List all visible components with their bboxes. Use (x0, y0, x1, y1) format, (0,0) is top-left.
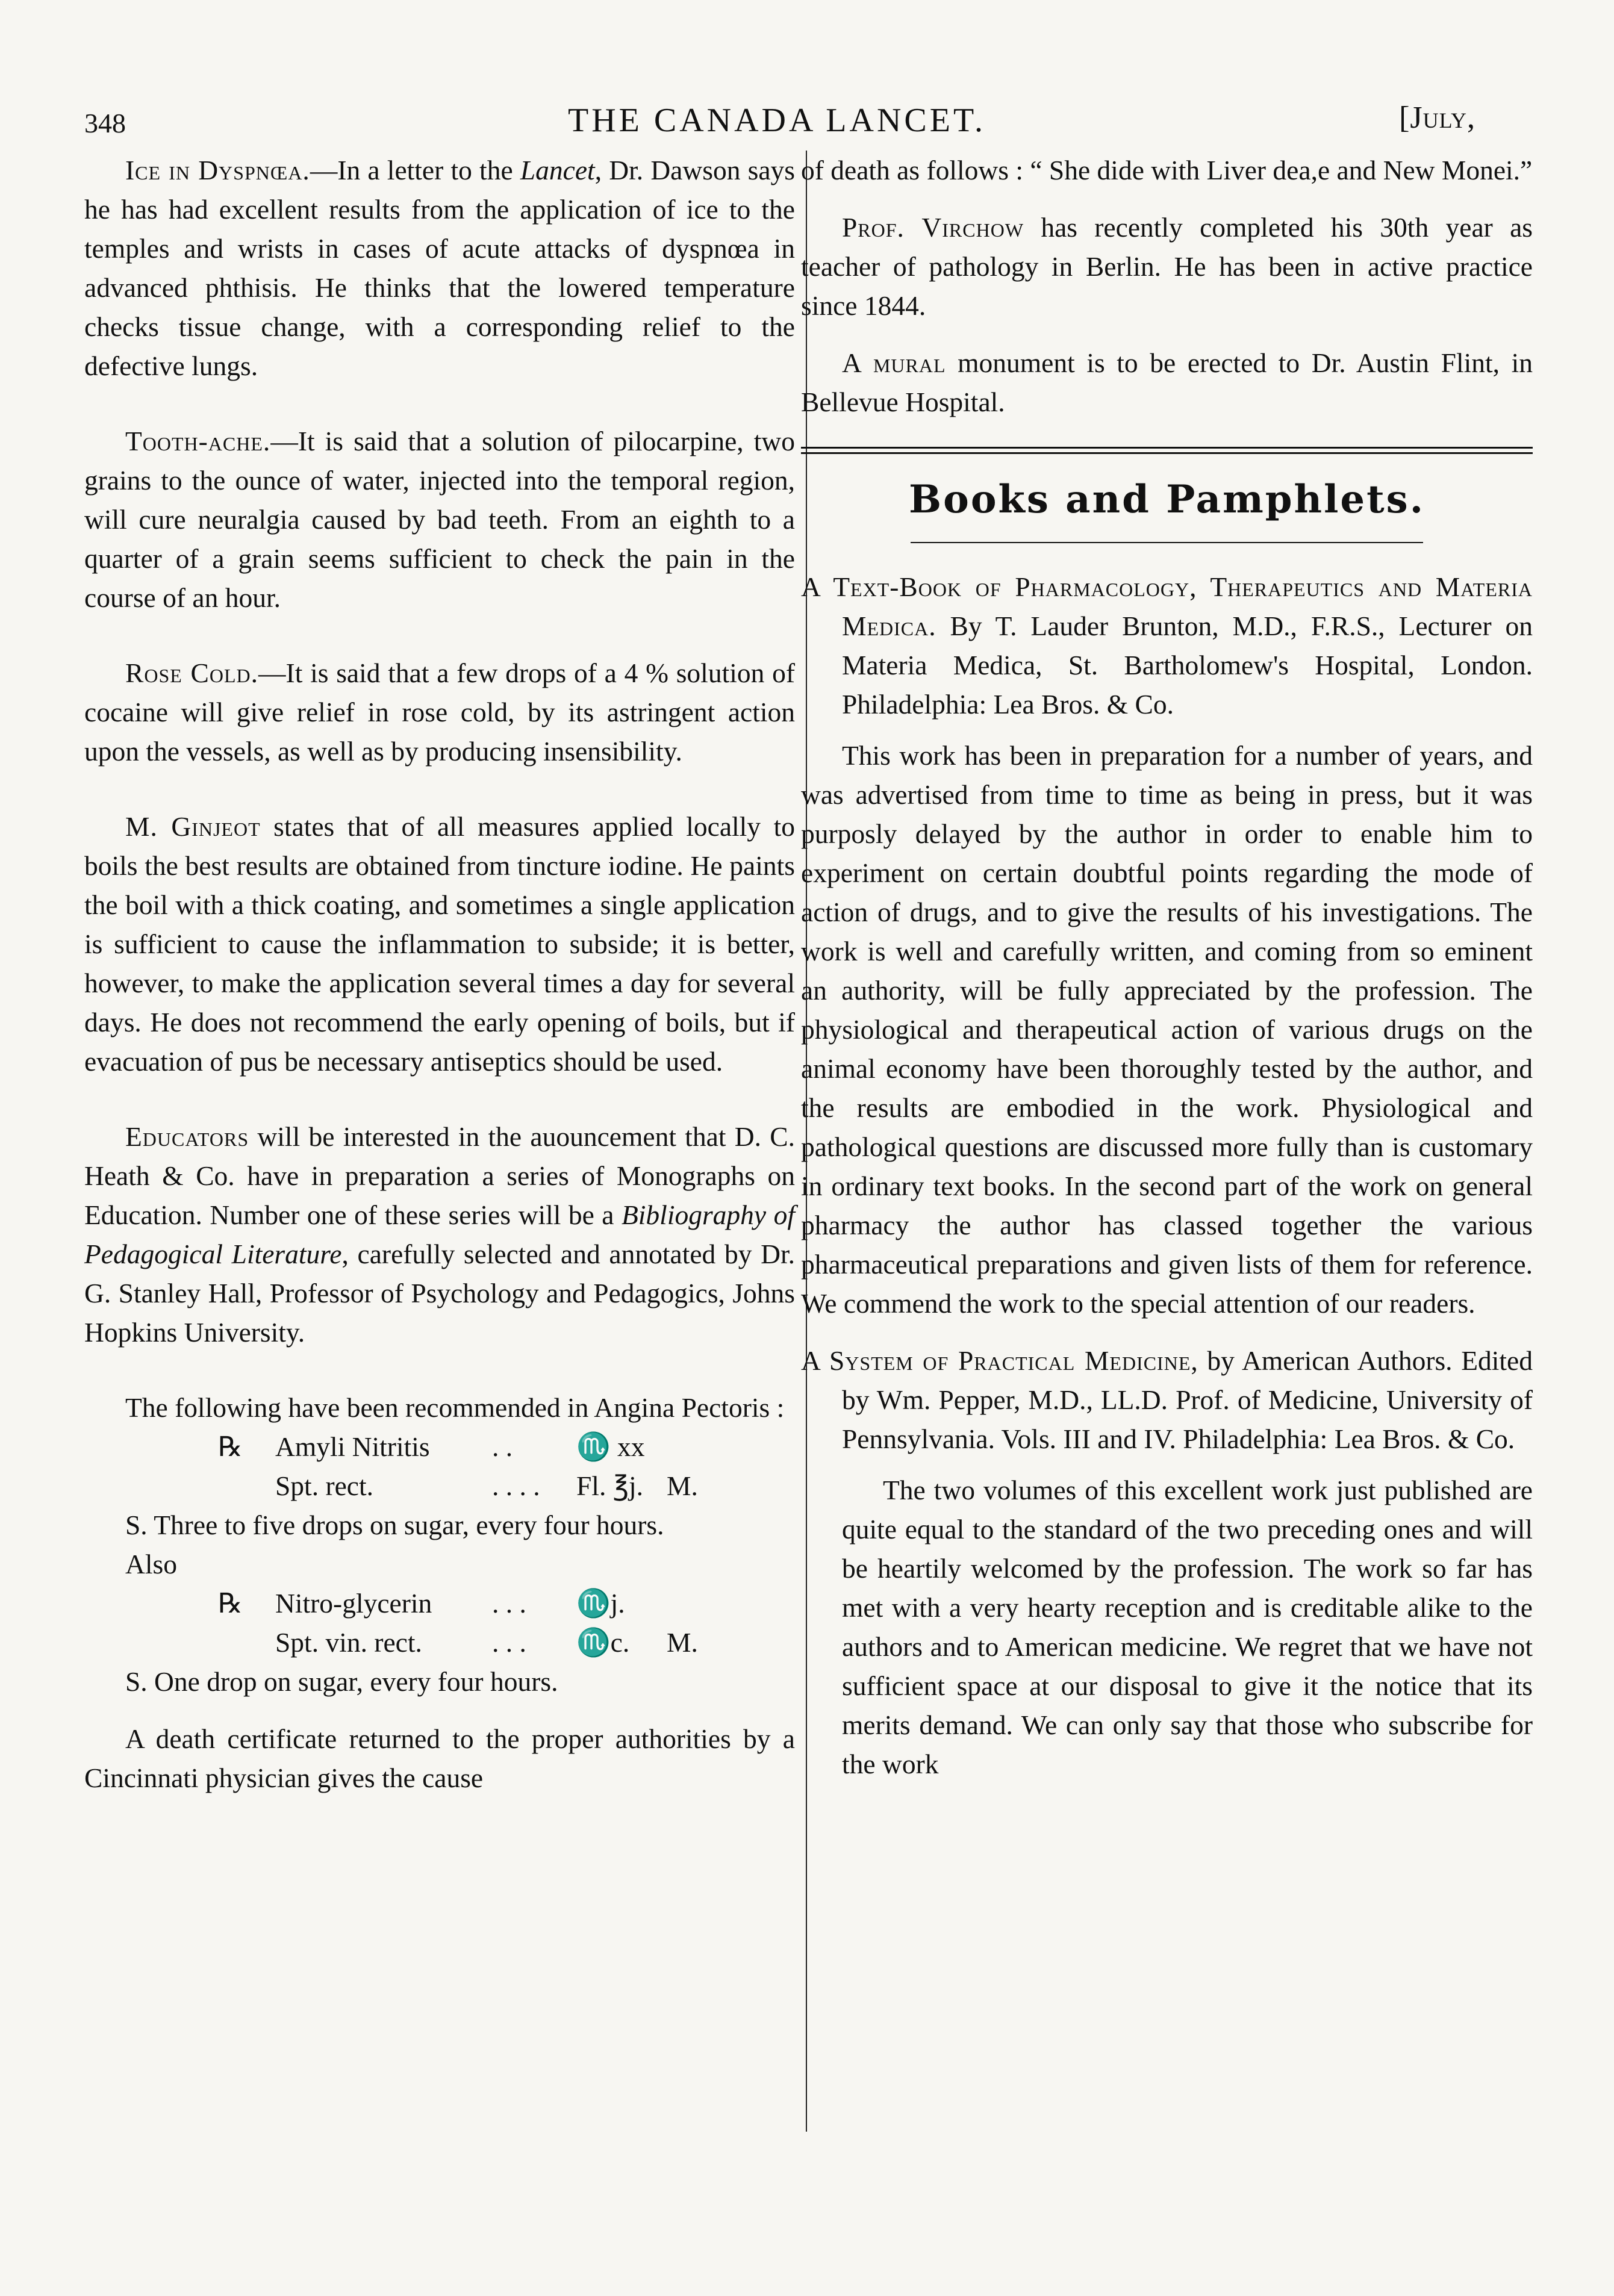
item-heading: Rose Cold. (125, 658, 259, 688)
page-header (78, 95, 1475, 149)
book-entry-pharmacology (801, 567, 1533, 724)
item-heading: A mural (842, 347, 946, 378)
prescription-line: Spt. rect. . . . . Fl. ℥j. M. (275, 1470, 698, 1501)
item-ginjeot: M. Ginjeot states that of all measures applied locally to boils the best results are obtained from tincture iodine. He paints the boil with a thick coating, and sometimes a single application is sufficient to cause the inflammation to subside; it is better, however, to make the application several times a day for several days. He does not recommend the early opening of boils, but if evacuation of pus be necessary antiseptics should be used. (84, 811, 795, 1077)
item-heading: Educators (125, 1121, 249, 1152)
book-review: The two volumes of this excellent work just published are quite equal to the standard of the two preceding ones and will be heartily welcomed by the profession. The work so far has met with a very hearty reception and is creditable alike to the authors and to American medicine. We regret that we have not sufficient space at our disposal to give it the notice that its merits demand. We can only say that those who subscribe for the work (842, 1475, 1533, 1779)
prescription-line: Spt. vin. rect. . . . ♏c. M. (275, 1627, 698, 1658)
book-entry-practical-medicine (801, 1341, 1533, 1458)
prescription-directions: S. One drop on sugar, every four hours. (125, 1666, 558, 1697)
book-review: This work has been in preparation for a number of years, and was advertised from time to time as being in press, but it was purposly delayed by the author in order to enable him to experiment on certain doubtful points regarding the mode of action of drugs, and to give the results of his investigations. The work is well and carefully written, and coming from so eminent an authority, will be fully appreciated by the profession. The physiological and therapeutical action of various drugs on the animal economy have been thoroughly tested by the author, and the results are embodied in the work. Physiological and pathological questions are discussed more fully than is customary in ordinary text books. In the second part of the work on general pharmacy the author has classed together the various pharmaceutical preparations and given lists of them for reference. We commend the work to the special attention of our readers. (801, 740, 1533, 1319)
item-ice-dyspnoea: Ice in Dyspnœa.—In a letter to the Lancet, Dr. Dawson says he has had excellent results from the application of ice to the temples and wrists in cases of acute attacks of dyspnœa in advanced phthisis. He thinks that the lowered temperature checks tissue change, with a corresponding relief to the defective lungs. (84, 155, 796, 381)
right-column (796, 151, 1533, 1784)
book-title: A Text-Book of Pharmacology, Therapeutics and Materia Medica. (801, 571, 1533, 641)
page-number: 348 (84, 108, 126, 138)
item-virchow: Prof. Virchow has recently completed his 30th year as teacher of pathology in Berlin. He has been in active practice since 1844. (801, 212, 1533, 321)
rx-symbol: ℞ (218, 1588, 243, 1619)
item-heading: Tooth-ache. (125, 426, 271, 456)
item-rose-cold: Rose Cold.—It is said that a few drops of a 4 % solution of cocaine will give relief in rose cold, by its astringent action upon the vessels, as well as by producing insensibility. (84, 658, 795, 767)
section-underline (911, 542, 1423, 543)
book-details: By T. Lauder Brunton, M.D., F.R.S., Lecturer on Materia Medica, St. Bartholomew's Hospital, London. Philadelphia: Lea Bros. & Co. (842, 611, 1533, 720)
death-certificate-continued: of death as follows : “ She dide with Liver dea,e and New Monei.” (801, 155, 1533, 185)
item-heading: Ice in Dyspnœa. (125, 155, 310, 185)
item-heading: M. Ginjeot (125, 811, 261, 842)
item-tooth-ache: Tooth-ache.—It is said that a solution of pilocarpine, two grains to the ounce of water, injected into the temporal region, will cure neuralgia caused by bad teeth. From an eighth to a quarter of a grain seems sufficient to check the pain in the course of an hour. (84, 426, 795, 613)
item-educators: Educators will be interested in the auouncement that D. C. Heath & Co. have in preparation a series of Monographs on Education. Number one of these series will be a Bibliography of Pedagogical Literature, carefully selected and annotated by Dr. G. Stanley Hall, Professor of Psychology and Pedagogics, Johns Hopkins University. (84, 1121, 796, 1348)
item-angina-prescriptions (84, 1388, 795, 1701)
book-details: by American Authors. Edited by Wm. Pepper, M.D., LL.D. Prof. of Medicine, University of Pennsylvania. Vols. III and IV. Philadelphia: Lea Bros. & Co. (842, 1345, 1533, 1454)
journal-title: THE CANADA LANCET. (567, 102, 986, 139)
book-title: A System of Practical Medicine, (801, 1345, 1198, 1376)
item-mural: A mural monument is to be erected to Dr. Austin Flint, in Bellevue Hospital. (801, 347, 1533, 417)
prescription-directions: S. Three to five drops on sugar, every four hours. (125, 1510, 664, 1540)
section-heading: Books and Pamphlets. (909, 477, 1425, 522)
left-column (84, 151, 795, 1797)
also-label: Also (125, 1549, 177, 1579)
section-rule (801, 447, 1533, 454)
header-date: [July, (1399, 101, 1475, 135)
angina-intro: The following have been recommended in Angina Pectoris : (125, 1392, 785, 1423)
prescription-line: ℞ Nitro-glycerin . . . ♏j. (84, 1584, 795, 1623)
item-death-certificate: A death certificate returned to the proper authorities by a Cincinnati physician gives the cause (84, 1723, 795, 1793)
prescription-line: ℞ Amyli Nitritis . . ♏ xx (84, 1427, 795, 1466)
item-heading: Prof. Virchow (842, 212, 1024, 243)
rx-symbol: ℞ (218, 1431, 243, 1462)
